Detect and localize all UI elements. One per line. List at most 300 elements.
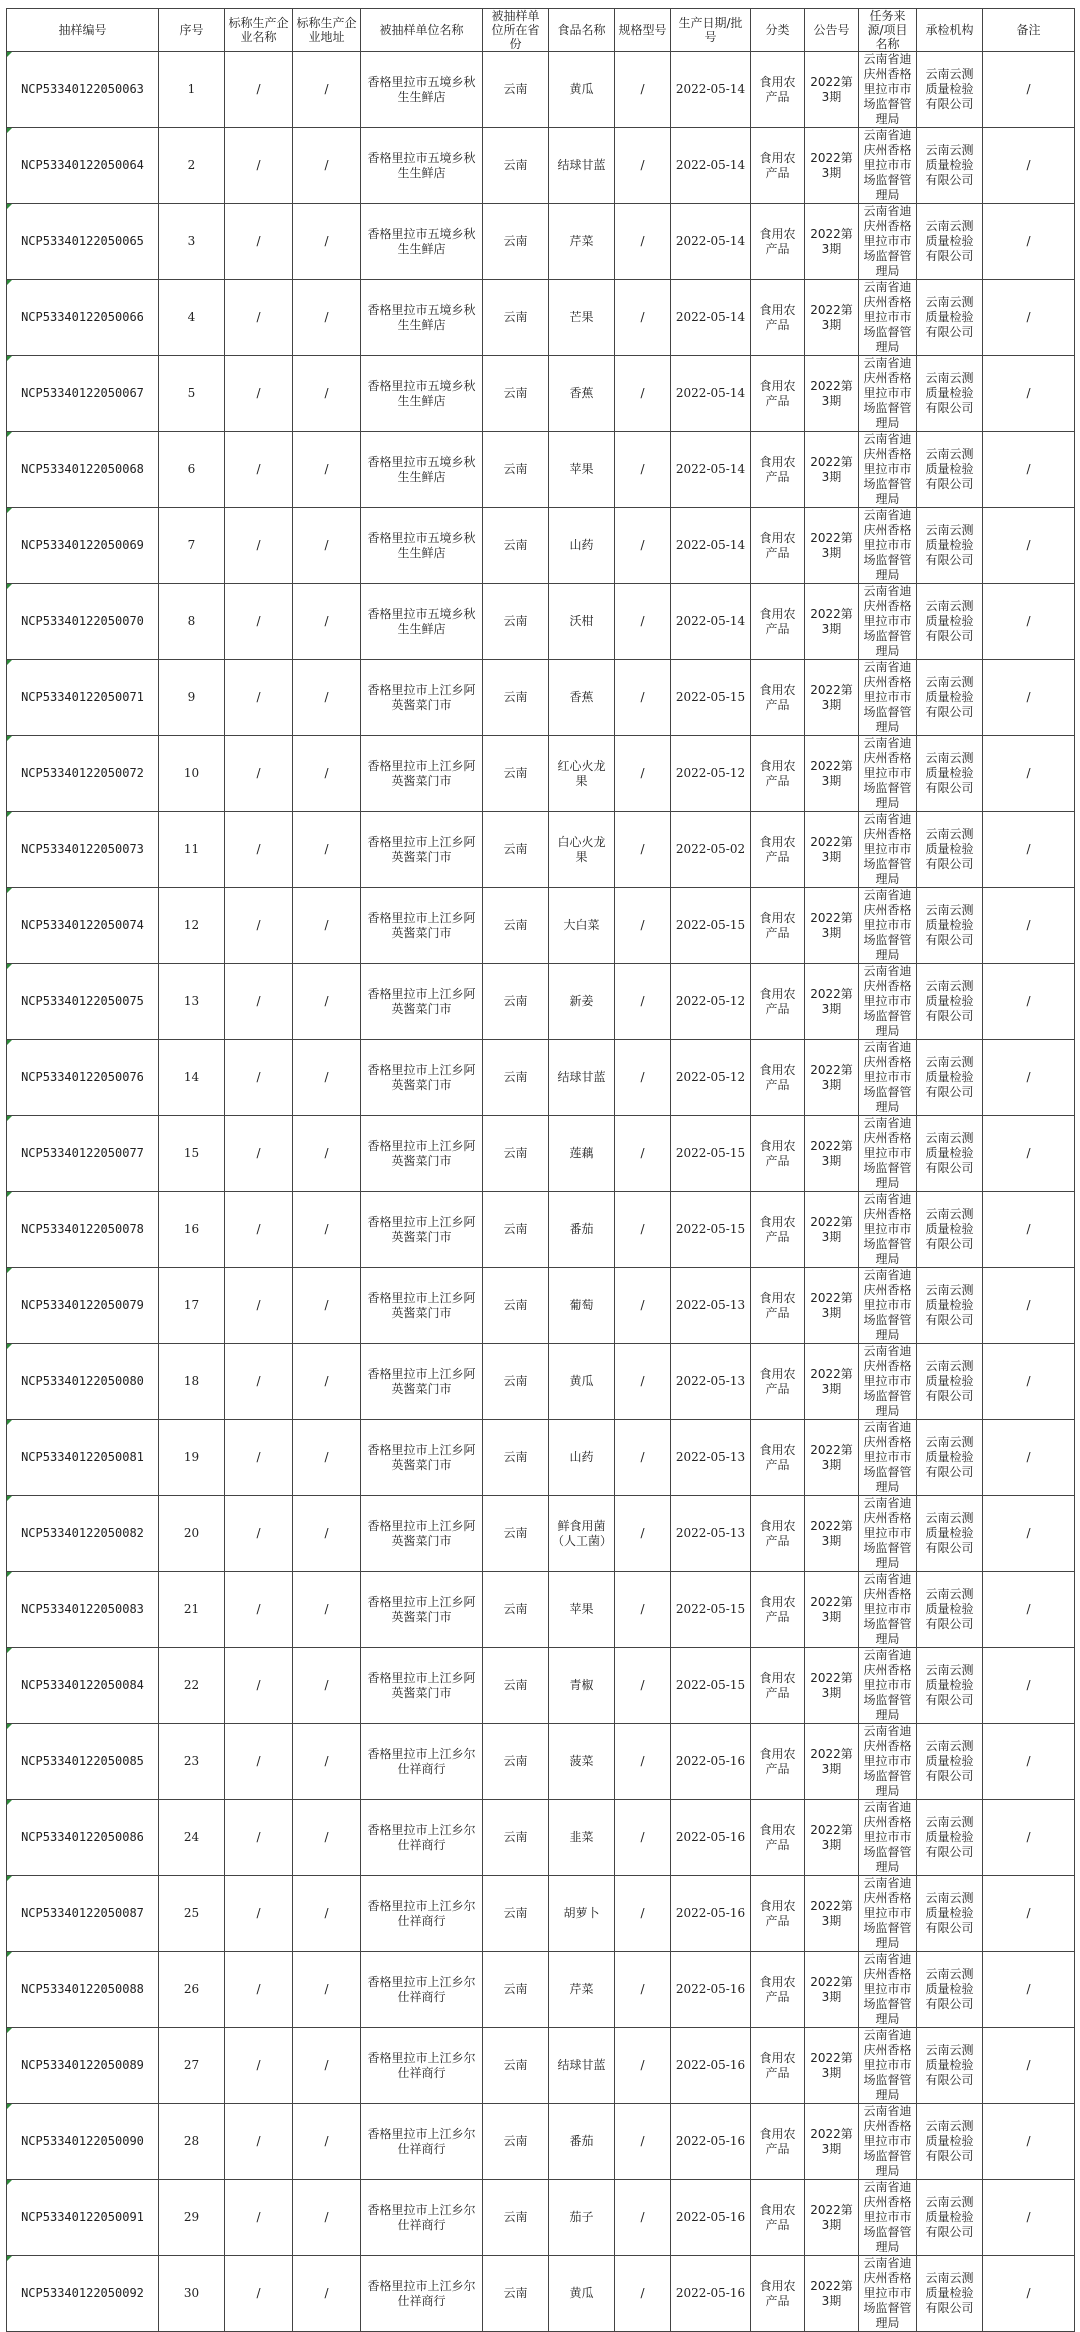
table-row (7, 1952, 1075, 2028)
cell-sampled-unit: 香格里拉市上江乡阿英酱菜门市 (361, 736, 483, 812)
cell-sample-id (7, 2028, 159, 2104)
cell-province: 云南 (483, 2028, 549, 2104)
cell-manufacturer-name: / (225, 888, 293, 964)
cell-food-name: 结球甘蓝 (549, 2028, 615, 2104)
cell-remarks: / (983, 2180, 1075, 2256)
table-row (7, 2104, 1075, 2180)
cell-sampled-unit: 香格里拉市上江乡尔仕祥商行 (361, 2104, 483, 2180)
cell-manufacturer-name: / (225, 52, 293, 128)
cell-remarks: / (983, 508, 1075, 584)
cell-manufacturer-address: / (293, 660, 361, 736)
cell-sampled-unit: 香格里拉市上江乡阿英酱菜门市 (361, 1648, 483, 1724)
header-category: 分类 (751, 9, 805, 52)
cell-production-date: 2022-05-14 (671, 128, 751, 204)
cell-province: 云南 (483, 52, 549, 128)
cell-province: 云南 (483, 1724, 549, 1800)
cell-production-date: 2022-05-12 (671, 964, 751, 1040)
cell-testing-agency: 云南云测质量检验有限公司 (917, 736, 983, 812)
cell-category: 食用农产品 (751, 812, 805, 888)
cell-category: 食用农产品 (751, 1876, 805, 1952)
sample-id-text: NCP53340122050089 (21, 2058, 144, 2072)
cell-testing-agency: 云南云测质量检验有限公司 (917, 888, 983, 964)
cell-manufacturer-name: / (225, 2180, 293, 2256)
cell-province: 云南 (483, 812, 549, 888)
sample-id-text: NCP53340122050078 (21, 1222, 144, 1236)
sample-id-text: NCP53340122050065 (21, 234, 144, 248)
cell-category: 食用农产品 (751, 2104, 805, 2180)
cell-sample-id (7, 1724, 159, 1800)
cell-food-name: 青椒 (549, 1648, 615, 1724)
cell-bulletin-no: 2022第3期 (805, 1648, 859, 1724)
cell-sampled-unit: 香格里拉市上江乡尔仕祥商行 (361, 2180, 483, 2256)
cell-remarks: / (983, 1572, 1075, 1648)
header-row (7, 9, 1075, 52)
cell-remarks: / (983, 2104, 1075, 2180)
cell-province: 云南 (483, 2180, 549, 2256)
cell-food-name: 鲜食用菌（人工菌） (549, 1496, 615, 1572)
cell-manufacturer-address: / (293, 1648, 361, 1724)
cell-spec: / (615, 888, 671, 964)
cell-food-name: 韭菜 (549, 1800, 615, 1876)
cell-food-name: 香蕉 (549, 660, 615, 736)
cell-testing-agency: 云南云测质量检验有限公司 (917, 812, 983, 888)
cell-production-date: 2022-05-13 (671, 1268, 751, 1344)
cell-sampled-unit: 香格里拉市五境乡秋生生鲜店 (361, 584, 483, 660)
cell-testing-agency: 云南云测质量检验有限公司 (917, 1420, 983, 1496)
cell-seq: 7 (159, 508, 225, 584)
sample-id-text: NCP53340122050084 (21, 1678, 144, 1692)
cell-spec: / (615, 204, 671, 280)
cell-bulletin-no: 2022第3期 (805, 1268, 859, 1344)
cell-comment-marker (7, 2256, 12, 2261)
cell-manufacturer-address: / (293, 1800, 361, 1876)
cell-sample-id (7, 1952, 159, 2028)
cell-spec: / (615, 508, 671, 584)
cell-manufacturer-name: / (225, 1116, 293, 1192)
cell-food-name: 葡萄 (549, 1268, 615, 1344)
cell-manufacturer-address: / (293, 204, 361, 280)
cell-remarks: / (983, 280, 1075, 356)
table-row (7, 2180, 1075, 2256)
header-sampled-unit: 被抽样单位名称 (361, 9, 483, 52)
cell-manufacturer-name: / (225, 584, 293, 660)
header-sample-id: 抽样编号 (7, 9, 159, 52)
cell-task-source: 云南省迪庆州香格里拉市市场监督管理局 (859, 508, 917, 584)
cell-comment-marker (7, 1040, 12, 1045)
cell-sample-id (7, 736, 159, 812)
cell-task-source: 云南省迪庆州香格里拉市市场监督管理局 (859, 1724, 917, 1800)
cell-seq: 24 (159, 1800, 225, 1876)
cell-manufacturer-name: / (225, 2256, 293, 2332)
cell-sample-id (7, 280, 159, 356)
cell-testing-agency: 云南云测质量检验有限公司 (917, 1192, 983, 1268)
cell-seq: 11 (159, 812, 225, 888)
cell-province: 云南 (483, 356, 549, 432)
cell-sample-id (7, 964, 159, 1040)
sample-id-text: NCP53340122050064 (21, 158, 144, 172)
cell-production-date: 2022-05-15 (671, 1572, 751, 1648)
cell-task-source: 云南省迪庆州香格里拉市市场监督管理局 (859, 1268, 917, 1344)
cell-spec: / (615, 1648, 671, 1724)
cell-category: 食用农产品 (751, 204, 805, 280)
cell-sampled-unit: 香格里拉市上江乡尔仕祥商行 (361, 1876, 483, 1952)
cell-province: 云南 (483, 1648, 549, 1724)
cell-seq: 12 (159, 888, 225, 964)
table-row (7, 1420, 1075, 1496)
cell-bulletin-no: 2022第3期 (805, 2104, 859, 2180)
cell-manufacturer-address: / (293, 1952, 361, 2028)
cell-production-date: 2022-05-14 (671, 508, 751, 584)
cell-manufacturer-address: / (293, 1192, 361, 1268)
cell-manufacturer-address: / (293, 1572, 361, 1648)
cell-bulletin-no: 2022第3期 (805, 812, 859, 888)
cell-seq: 10 (159, 736, 225, 812)
table-row (7, 1724, 1075, 1800)
cell-sampled-unit: 香格里拉市上江乡阿英酱菜门市 (361, 660, 483, 736)
cell-province: 云南 (483, 1040, 549, 1116)
cell-bulletin-no: 2022第3期 (805, 204, 859, 280)
cell-production-date: 2022-05-16 (671, 2180, 751, 2256)
cell-spec: / (615, 128, 671, 204)
sample-id-text: NCP53340122050071 (21, 690, 144, 704)
cell-seq: 25 (159, 1876, 225, 1952)
cell-seq: 3 (159, 204, 225, 280)
cell-comment-marker (7, 584, 12, 589)
cell-manufacturer-address: / (293, 356, 361, 432)
header-production-date: 生产日期/批号 (671, 9, 751, 52)
cell-task-source: 云南省迪庆州香格里拉市市场监督管理局 (859, 1572, 917, 1648)
cell-production-date: 2022-05-14 (671, 584, 751, 660)
cell-manufacturer-name: / (225, 1420, 293, 1496)
cell-task-source: 云南省迪庆州香格里拉市市场监督管理局 (859, 1040, 917, 1116)
cell-food-name: 红心火龙果 (549, 736, 615, 812)
cell-remarks: / (983, 52, 1075, 128)
cell-remarks: / (983, 1800, 1075, 1876)
cell-seq: 22 (159, 1648, 225, 1724)
cell-testing-agency: 云南云测质量检验有限公司 (917, 1496, 983, 1572)
cell-sampled-unit: 香格里拉市五境乡秋生生鲜店 (361, 432, 483, 508)
cell-production-date: 2022-05-15 (671, 660, 751, 736)
cell-manufacturer-name: / (225, 1268, 293, 1344)
cell-task-source: 云南省迪庆州香格里拉市市场监督管理局 (859, 736, 917, 812)
sample-id-text: NCP53340122050087 (21, 1906, 144, 1920)
cell-manufacturer-name: / (225, 1876, 293, 1952)
cell-manufacturer-name: / (225, 2028, 293, 2104)
cell-food-name: 黄瓜 (549, 1344, 615, 1420)
cell-spec: / (615, 2256, 671, 2332)
header-seq: 序号 (159, 9, 225, 52)
cell-sampled-unit: 香格里拉市上江乡阿英酱菜门市 (361, 1268, 483, 1344)
sample-id-text: NCP53340122050070 (21, 614, 144, 628)
sample-id-text: NCP53340122050063 (21, 82, 144, 96)
cell-spec: / (615, 1724, 671, 1800)
cell-remarks: / (983, 964, 1075, 1040)
cell-manufacturer-address: / (293, 1116, 361, 1192)
cell-seq: 29 (159, 2180, 225, 2256)
sample-id-text: NCP53340122050085 (21, 1754, 144, 1768)
cell-spec: / (615, 660, 671, 736)
cell-province: 云南 (483, 1800, 549, 1876)
cell-sampled-unit: 香格里拉市上江乡阿英酱菜门市 (361, 1572, 483, 1648)
cell-testing-agency: 云南云测质量检验有限公司 (917, 280, 983, 356)
cell-manufacturer-name: / (225, 1344, 293, 1420)
cell-seq: 23 (159, 1724, 225, 1800)
cell-sample-id (7, 204, 159, 280)
cell-task-source: 云南省迪庆州香格里拉市市场监督管理局 (859, 1496, 917, 1572)
cell-sampled-unit: 香格里拉市五境乡秋生生鲜店 (361, 356, 483, 432)
cell-manufacturer-address: / (293, 736, 361, 812)
cell-production-date: 2022-05-14 (671, 356, 751, 432)
cell-bulletin-no: 2022第3期 (805, 584, 859, 660)
table-row (7, 128, 1075, 204)
sampling-results-table (6, 8, 1075, 2332)
cell-manufacturer-address: / (293, 1724, 361, 1800)
cell-sample-id (7, 1572, 159, 1648)
cell-bulletin-no: 2022第3期 (805, 1344, 859, 1420)
cell-category: 食用农产品 (751, 1344, 805, 1420)
cell-province: 云南 (483, 2256, 549, 2332)
cell-production-date: 2022-05-14 (671, 52, 751, 128)
cell-category: 食用农产品 (751, 1268, 805, 1344)
cell-task-source: 云南省迪庆州香格里拉市市场监督管理局 (859, 128, 917, 204)
cell-comment-marker (7, 1572, 12, 1577)
cell-sample-id (7, 2104, 159, 2180)
header-manufacturer-address: 标称生产企业地址 (293, 9, 361, 52)
cell-task-source: 云南省迪庆州香格里拉市市场监督管理局 (859, 1116, 917, 1192)
cell-comment-marker (7, 1116, 12, 1121)
cell-remarks: / (983, 128, 1075, 204)
cell-bulletin-no: 2022第3期 (805, 660, 859, 736)
cell-sample-id (7, 432, 159, 508)
cell-sampled-unit: 香格里拉市上江乡尔仕祥商行 (361, 1800, 483, 1876)
sample-id-text: NCP53340122050072 (21, 766, 144, 780)
cell-bulletin-no: 2022第3期 (805, 280, 859, 356)
cell-spec: / (615, 1344, 671, 1420)
table-row (7, 1116, 1075, 1192)
cell-task-source: 云南省迪庆州香格里拉市市场监督管理局 (859, 1648, 917, 1724)
cell-seq: 15 (159, 1116, 225, 1192)
cell-sampled-unit: 香格里拉市五境乡秋生生鲜店 (361, 280, 483, 356)
cell-bulletin-no: 2022第3期 (805, 1952, 859, 2028)
cell-production-date: 2022-05-14 (671, 280, 751, 356)
header-spec: 规格型号 (615, 9, 671, 52)
cell-category: 食用农产品 (751, 584, 805, 660)
cell-comment-marker (7, 660, 12, 665)
cell-category: 食用农产品 (751, 508, 805, 584)
cell-bulletin-no: 2022第3期 (805, 508, 859, 584)
cell-category: 食用农产品 (751, 1116, 805, 1192)
table-row (7, 1040, 1075, 1116)
cell-comment-marker (7, 128, 12, 133)
cell-manufacturer-address: / (293, 1420, 361, 1496)
cell-comment-marker (7, 1648, 12, 1653)
cell-category: 食用农产品 (751, 888, 805, 964)
cell-food-name: 结球甘蓝 (549, 1040, 615, 1116)
cell-testing-agency: 云南云测质量检验有限公司 (917, 2180, 983, 2256)
cell-province: 云南 (483, 1116, 549, 1192)
cell-remarks: / (983, 204, 1075, 280)
sample-id-text: NCP53340122050080 (21, 1374, 144, 1388)
cell-manufacturer-address: / (293, 508, 361, 584)
cell-category: 食用农产品 (751, 1952, 805, 2028)
cell-comment-marker (7, 432, 12, 437)
cell-spec: / (615, 280, 671, 356)
sample-id-text: NCP53340122050090 (21, 2134, 144, 2148)
cell-testing-agency: 云南云测质量检验有限公司 (917, 1724, 983, 1800)
cell-seq: 14 (159, 1040, 225, 1116)
cell-category: 食用农产品 (751, 1192, 805, 1268)
cell-food-name: 芹菜 (549, 204, 615, 280)
cell-comment-marker (7, 1192, 12, 1197)
cell-spec: / (615, 2028, 671, 2104)
cell-bulletin-no: 2022第3期 (805, 1496, 859, 1572)
cell-spec: / (615, 356, 671, 432)
cell-seq: 30 (159, 2256, 225, 2332)
cell-spec: / (615, 1800, 671, 1876)
cell-seq: 5 (159, 356, 225, 432)
header-province: 被抽样单位所在省份 (483, 9, 549, 52)
cell-category: 食用农产品 (751, 2180, 805, 2256)
cell-sample-id (7, 1800, 159, 1876)
cell-manufacturer-address: / (293, 1344, 361, 1420)
cell-seq: 2 (159, 128, 225, 204)
cell-production-date: 2022-05-15 (671, 888, 751, 964)
cell-sampled-unit: 香格里拉市五境乡秋生生鲜店 (361, 52, 483, 128)
cell-province: 云南 (483, 1876, 549, 1952)
cell-spec: / (615, 2104, 671, 2180)
cell-seq: 16 (159, 1192, 225, 1268)
cell-task-source: 云南省迪庆州香格里拉市市场监督管理局 (859, 1420, 917, 1496)
cell-category: 食用农产品 (751, 736, 805, 812)
cell-food-name: 山药 (549, 1420, 615, 1496)
cell-remarks: / (983, 660, 1075, 736)
cell-comment-marker (7, 2104, 12, 2109)
header-task-source: 任务来源/项目名称 (859, 9, 917, 52)
cell-manufacturer-address: / (293, 2256, 361, 2332)
cell-seq: 1 (159, 52, 225, 128)
cell-food-name: 番茄 (549, 2104, 615, 2180)
cell-food-name: 胡萝卜 (549, 1876, 615, 1952)
table-row (7, 1496, 1075, 1572)
cell-comment-marker (7, 812, 12, 817)
cell-testing-agency: 云南云测质量检验有限公司 (917, 128, 983, 204)
cell-bulletin-no: 2022第3期 (805, 432, 859, 508)
cell-province: 云南 (483, 736, 549, 812)
cell-manufacturer-address: / (293, 584, 361, 660)
cell-sampled-unit: 香格里拉市上江乡阿英酱菜门市 (361, 1420, 483, 1496)
cell-sampled-unit: 香格里拉市上江乡阿英酱菜门市 (361, 964, 483, 1040)
cell-bulletin-no: 2022第3期 (805, 2256, 859, 2332)
cell-manufacturer-name: / (225, 280, 293, 356)
cell-food-name: 结球甘蓝 (549, 128, 615, 204)
cell-remarks: / (983, 1724, 1075, 1800)
cell-food-name: 菠菜 (549, 1724, 615, 1800)
cell-spec: / (615, 1192, 671, 1268)
cell-task-source: 云南省迪庆州香格里拉市市场监督管理局 (859, 1192, 917, 1268)
sample-id-text: NCP53340122050092 (21, 2286, 144, 2300)
cell-sample-id (7, 128, 159, 204)
cell-testing-agency: 云南云测质量检验有限公司 (917, 356, 983, 432)
cell-sample-id (7, 508, 159, 584)
table-row (7, 1192, 1075, 1268)
cell-food-name: 芹菜 (549, 1952, 615, 2028)
cell-testing-agency: 云南云测质量检验有限公司 (917, 1344, 983, 1420)
cell-manufacturer-name: / (225, 1040, 293, 1116)
cell-manufacturer-name: / (225, 1572, 293, 1648)
cell-sample-id (7, 1496, 159, 1572)
cell-task-source: 云南省迪庆州香格里拉市市场监督管理局 (859, 812, 917, 888)
table-row (7, 736, 1075, 812)
cell-province: 云南 (483, 432, 549, 508)
cell-seq: 8 (159, 584, 225, 660)
cell-sampled-unit: 香格里拉市上江乡阿英酱菜门市 (361, 1192, 483, 1268)
cell-comment-marker (7, 204, 12, 209)
cell-manufacturer-name: / (225, 812, 293, 888)
cell-food-name: 苹果 (549, 1572, 615, 1648)
table-row (7, 2028, 1075, 2104)
cell-production-date: 2022-05-14 (671, 432, 751, 508)
cell-production-date: 2022-05-16 (671, 2256, 751, 2332)
table-row (7, 52, 1075, 128)
cell-task-source: 云南省迪庆州香格里拉市市场监督管理局 (859, 1952, 917, 2028)
table-row (7, 584, 1075, 660)
sample-id-text: NCP53340122050075 (21, 994, 144, 1008)
table-row (7, 1648, 1075, 1724)
sample-id-text: NCP53340122050067 (21, 386, 144, 400)
cell-spec: / (615, 964, 671, 1040)
cell-spec: / (615, 52, 671, 128)
cell-testing-agency: 云南云测质量检验有限公司 (917, 1040, 983, 1116)
cell-testing-agency: 云南云测质量检验有限公司 (917, 964, 983, 1040)
cell-province: 云南 (483, 1192, 549, 1268)
cell-production-date: 2022-05-16 (671, 2028, 751, 2104)
cell-production-date: 2022-05-02 (671, 812, 751, 888)
cell-manufacturer-name: / (225, 1648, 293, 1724)
cell-bulletin-no: 2022第3期 (805, 1876, 859, 1952)
cell-manufacturer-address: / (293, 1268, 361, 1344)
cell-sampled-unit: 香格里拉市上江乡阿英酱菜门市 (361, 888, 483, 964)
cell-seq: 20 (159, 1496, 225, 1572)
table-row (7, 1344, 1075, 1420)
cell-sampled-unit: 香格里拉市上江乡阿英酱菜门市 (361, 812, 483, 888)
cell-comment-marker (7, 736, 12, 741)
cell-manufacturer-name: / (225, 660, 293, 736)
cell-sample-id (7, 1116, 159, 1192)
cell-province: 云南 (483, 888, 549, 964)
cell-bulletin-no: 2022第3期 (805, 736, 859, 812)
cell-manufacturer-address: / (293, 888, 361, 964)
cell-food-name: 苹果 (549, 432, 615, 508)
cell-task-source: 云南省迪庆州香格里拉市市场监督管理局 (859, 1876, 917, 1952)
cell-spec: / (615, 584, 671, 660)
table-row (7, 204, 1075, 280)
cell-remarks: / (983, 888, 1075, 964)
cell-spec: / (615, 812, 671, 888)
cell-sampled-unit: 香格里拉市五境乡秋生生鲜店 (361, 128, 483, 204)
cell-task-source: 云南省迪庆州香格里拉市市场监督管理局 (859, 2180, 917, 2256)
table-row (7, 280, 1075, 356)
cell-testing-agency: 云南云测质量检验有限公司 (917, 2256, 983, 2332)
cell-category: 食用农产品 (751, 280, 805, 356)
cell-category: 食用农产品 (751, 1724, 805, 1800)
sample-id-text: NCP53340122050082 (21, 1526, 144, 1540)
cell-production-date: 2022-05-12 (671, 736, 751, 812)
cell-sample-id (7, 1040, 159, 1116)
cell-remarks: / (983, 1040, 1075, 1116)
cell-food-name: 番茄 (549, 1192, 615, 1268)
cell-task-source: 云南省迪庆州香格里拉市市场监督管理局 (859, 52, 917, 128)
cell-food-name: 茄子 (549, 2180, 615, 2256)
